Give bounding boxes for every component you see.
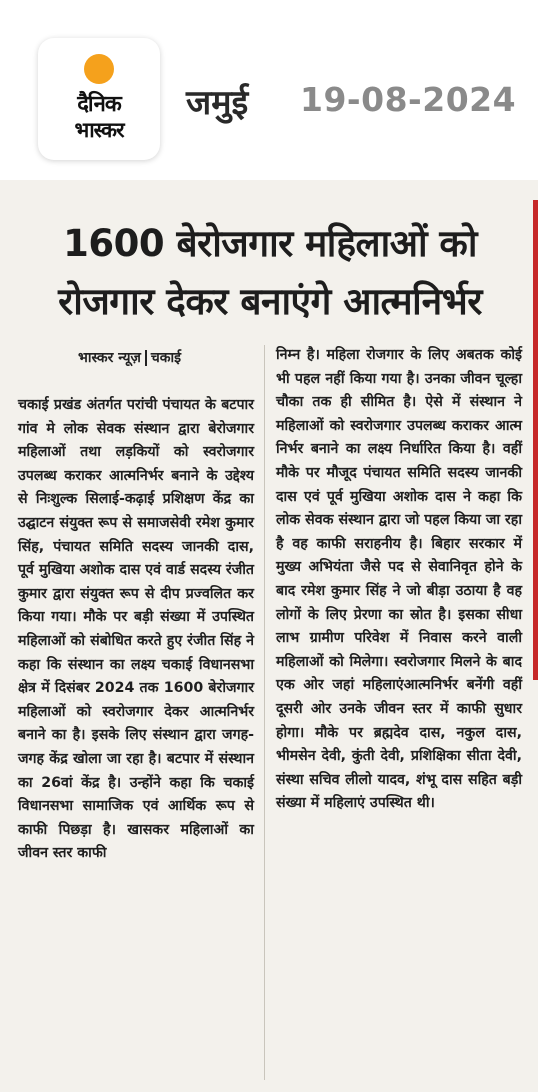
headline-line-1: 1600 बेरोजगार महिलाओं को: [63, 222, 477, 265]
edition-date: 19-08-2024: [300, 80, 517, 119]
logo-text-line2: भास्कर: [74, 118, 124, 142]
byline-separator: [145, 350, 147, 366]
logo-text-line1: दैनिक: [77, 92, 121, 117]
header-bar: [0, 0, 538, 180]
byline-source: भास्कर न्यूज़: [78, 350, 141, 366]
article-column-2: निम्न है। महिला रोजगार के लिए अबतक कोई भी पहल नहीं किया गया है। उनका जीवन चूल्हा चौका तक ही सीमित है। ऐसे में संस्थान ने महिलाओं को स्वरोजगार उपलब्ध कराकर आत्म निर्भर बनाने का लक्ष्य निर्धारित किया है। वहीं मौके पर मौजूद पंचायत समिति सदस्य जानकी दास एवं पूर्व मुखिया अशोक दास ने कहा कि लोक सेवक संस्थान द्वारा जो पहल किया जा रहा है वह काफी सराहनीय है। बिहार सरकार में मुख्य अभियंता जैसे पद से सेवानिवृत होने के बाद रमेश कुमार सिंह ने जो बीड़ा उठाया है वह लोगों के लिए प्रेरणा का स्रोत है। इसका सीधा लाभ ग्रामीण परिवेश में निवास करने वाली महिलाओं को मिलेगा। स्वरोजगार मिलने के बाद एक ओर जहां महिलाएंआत्मनिर्भर बनेंगी वहीं दूसरी ओर उनके जीवन स्तर में काफी सुधार होगा। मौके पर ब्रह्मदेव दास, नकुल दास, भीमसेन देवी, कुंती देवी, प्रशिक्षिका सीता देवी, संस्था सचिव लीलो यादव, शंभू दास सहित बड़ी संख्या में महिलाएं उपस्थित थी।: [276, 347, 522, 812]
edition-city: जमुई: [186, 83, 249, 123]
byline: [78, 348, 181, 367]
article-column-1: चकाई प्रखंड अंतर्गत परांची पंचायत के बटपार गांव मे लोक सेवक संस्थान द्वारा बेरोजगार महिलाओं तथा लड़कियों को स्वरोजगार उपलब्ध कराकर आत्मनिर्भर बनाने के उद्देश्य से निःशुल्क सिलाई-कढ़ाई प्रशिक्षण केंद्र का उद्घाटन संयुक्त रूप से समाजसेवी रमेश कुमार सिंह, पंचायत समिति सदस्य जानकी दास, पूर्व मुखिया अशोक दास एवं वार्ड सदस्य रंजीत कुमार द्वारा संयुक्त रूप से दीप प्रज्वलित कर किया गया। मौके पर बड़ी संख्या में उपस्थित महिलाओं को संबोधित करते हुए रंजीत सिंह ने कहा कि संस्थान का लक्ष्य चकाई विधानसभा क्षेत्र में दिसंबर 2024 तक 1600 बेरोजगार महिलाओं को स्वरोजगार देकर आत्मनिर्भर बनाने का है। इसके लिए संस्थान द्वारा जगह-जगह केंद्र खोला जा रहा है। बटपार में संस्थान का 26वां केंद्र है। उन्होंने कहा कि चकाई विधानसभा सामाजिक एवं आर्थिक रूप से काफी पिछड़ा है। खासकर महिलाओं का जीवन स्तर काफी: [18, 397, 254, 862]
byline-place: चकाई: [150, 350, 182, 366]
red-edge-accent: [533, 200, 538, 680]
dainik-bhaskar-logo: [38, 38, 160, 160]
headline-line-2: रोजगार देकर बनाएंगे आत्मनिर्भर: [58, 280, 482, 323]
column-divider: [264, 345, 265, 1080]
logo-sun-icon: [84, 54, 114, 84]
